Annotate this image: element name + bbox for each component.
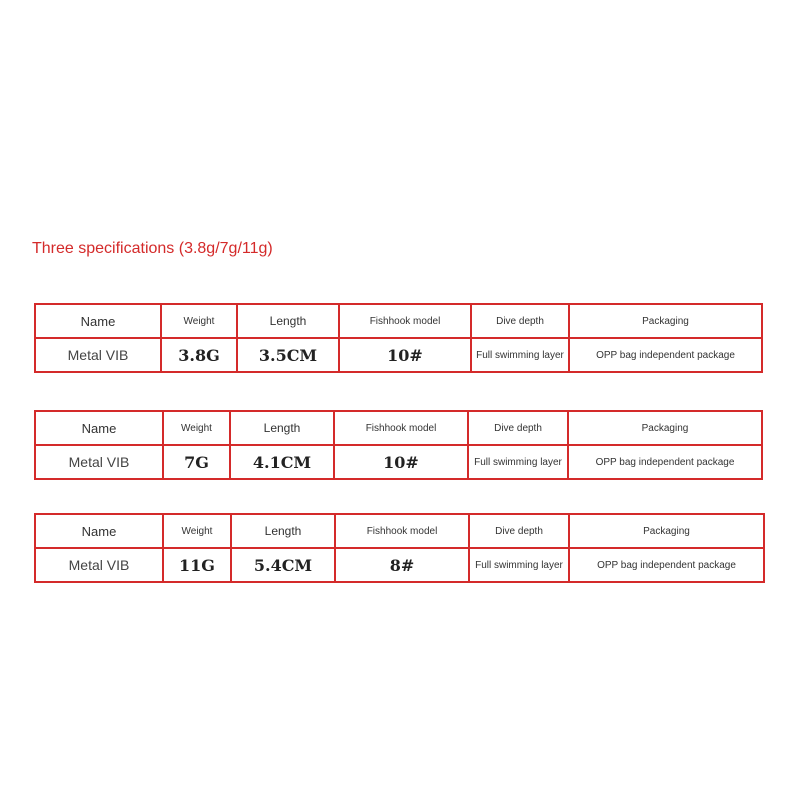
header-fishhook-model: Fishhook model <box>335 514 469 548</box>
header-length: Length <box>231 514 335 548</box>
header-length: Length <box>237 304 339 338</box>
spec-table-3-8g <box>34 303 763 373</box>
cell-length: 4.1CM <box>230 445 334 479</box>
cell-weight: 11G <box>163 548 231 582</box>
header-weight: Weight <box>161 304 237 338</box>
header-name: Name <box>35 411 163 445</box>
table-header-row <box>35 304 762 338</box>
cell-dive-depth: Full swimming layer <box>469 548 569 582</box>
cell-weight: 7G <box>163 445 230 479</box>
header-length: Length <box>230 411 334 445</box>
header-name: Name <box>35 304 161 338</box>
header-fishhook-model: Fishhook model <box>339 304 471 338</box>
cell-length: 3.5CM <box>237 338 339 372</box>
header-packaging: Packaging <box>569 514 764 548</box>
header-name: Name <box>35 514 163 548</box>
header-weight: Weight <box>163 514 231 548</box>
cell-name: Metal VIB <box>35 338 161 372</box>
table-header-row <box>35 514 764 548</box>
header-dive-depth: Dive depth <box>469 514 569 548</box>
header-dive-depth: Dive depth <box>468 411 568 445</box>
cell-name: Metal VIB <box>35 445 163 479</box>
header-packaging: Packaging <box>568 411 762 445</box>
spec-table-11g <box>34 513 765 583</box>
cell-packaging: OPP bag independent package <box>568 445 762 479</box>
cell-name: Metal VIB <box>35 548 163 582</box>
cell-weight: 3.8G <box>161 338 237 372</box>
cell-fishhook-model: 8# <box>335 548 469 582</box>
cell-length: 5.4CM <box>231 548 335 582</box>
cell-packaging: OPP bag independent package <box>569 338 762 372</box>
cell-dive-depth: Full swimming layer <box>471 338 569 372</box>
page-title: Three specifications (3.8g/7g/11g) <box>32 240 273 257</box>
cell-packaging: OPP bag independent package <box>569 548 764 582</box>
header-weight: Weight <box>163 411 230 445</box>
cell-fishhook-model: 10# <box>339 338 471 372</box>
table-row <box>35 338 762 372</box>
table-header-row <box>35 411 762 445</box>
header-packaging: Packaging <box>569 304 762 338</box>
table-row <box>35 445 762 479</box>
header-fishhook-model: Fishhook model <box>334 411 468 445</box>
cell-fishhook-model: 10# <box>334 445 468 479</box>
header-dive-depth: Dive depth <box>471 304 569 338</box>
spec-table-7g <box>34 410 763 480</box>
cell-dive-depth: Full swimming layer <box>468 445 568 479</box>
table-row <box>35 548 764 582</box>
